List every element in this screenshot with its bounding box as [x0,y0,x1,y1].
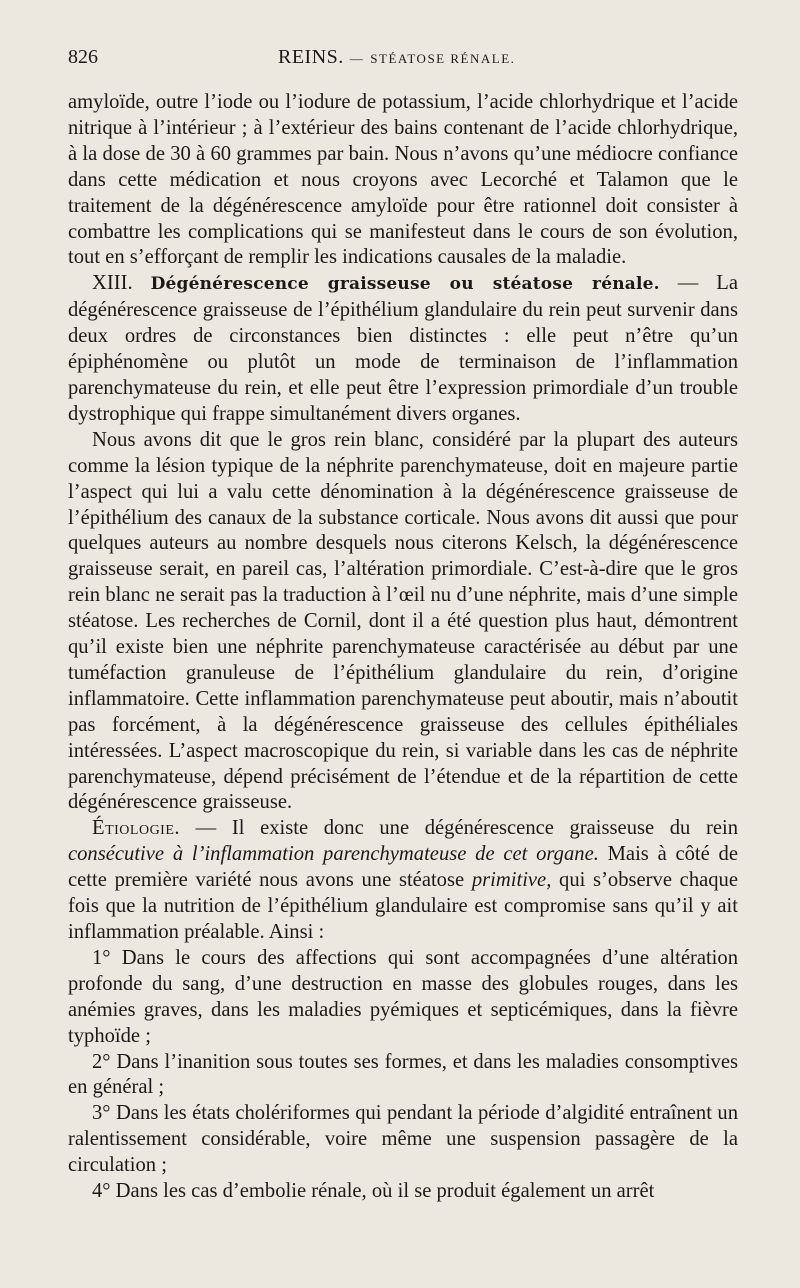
running-dash: — [349,51,365,66]
paragraph-etiologie [68,816,738,946]
paragraph-section-xiii [68,271,738,427]
body-text [68,90,738,1205]
etiologie-text-1: — Il existe donc une dégénérescence graisseuse du rein [180,817,738,840]
section-heading: Dégénérescence graisseuse ou stéatose rénale. [150,274,660,295]
list-item-3: 3° Dans les états cholériformes qui pendant la période d’algidité entraînent un ralentissement considérable, voire même une suspension passagère de la circulation ; [68,1102,738,1177]
etiologie-text-2: Mais à côté de cette première variété nous avons une stéatose [68,843,738,892]
etiologie-italic-2: primitive, [471,869,552,892]
etiologie-text-3: qui s’observe chaque fois que la nutrition de l’épithélium glandulaire est compromise sans qu’il y ait inflammation préalable. Ainsi : [68,869,738,943]
list-item-2: 2° Dans l’inanition sous toutes ses formes, et dans les maladies consomptives en général ; [68,1050,738,1099]
etiologie-label: Étiologie. [92,817,181,840]
section-number: XIII. [92,272,133,295]
list-item-4: 4° Dans les cas d’embolie rénale, où il se produit également un arrêt [92,1180,655,1203]
running-header [68,46,738,80]
section-intro-text: — La dégénérescence graisseuse de l’épithélium glandulaire du rein peut survenir dans deux ordres de circonstances bien distinctes : elle peut n’être qu’un épiphénomène ou plutôt un mode de terminaison de l’inflammation parenchymateuse du rein, et elle peut être l’expression primordiale d’un trouble dystrophique qui frappe simultanément divers organes. [68,272,738,425]
paragraph-gros-rein-blanc: Nous avons dit que le gros rein blanc, considéré par la plupart des auteurs comme la lésion typique de la néphrite parenchymateuse, doit en majeure partie l’aspect qui lui a valu cette dénomination à la dégénérescence graisseuse de l’épithélium des canaux de la substance corticale. Nous avons dit aussi que pour quelques auteurs au nombre desquels nous citerons Kelsch, la dégénérescence graisseuse serait, en pareil cas, l’altération primordiale. C’est-à-dire que le gros rein blanc ne serait pas la traduction à l’œil nu d’une néphrite, mais d’une simple stéatose. Les recherches de Cornil, dont il a été question plus haut, démontrent qu’il existe bien une néphrite parenchymateuse caractérisée au début par une tuméfaction granuleuse de l’épithélium glandulaire du rein, d’origine inflammatoire. Cette inflammation parenchymateuse peut aboutir, mais n’aboutit pas forcément, à la dégénérescence graisseuse des cellules épithéliales intéressées. L’aspect macroscopique du rein, si variable dans les cas de néphrite parenchymateuse, dépend précisément de l’étendue et de la répartition de cette dégénérescence graisseuse. [68,428,738,814]
running-title: REINS. [278,46,344,68]
etiologie-italic-1: consécutive à l’inflammation parenchymateuse de cet organe. [68,843,599,866]
paragraph-amyloid-treatment: amyloïde, outre l’iode ou l’iodure de potassium, l’acide chlorhydrique et l’acide nitrique à l’intérieur ; à l’extérieur des bains contenant de l’acide chlorhydrique, à la dose de 30 à 60 grammes par bain. Nous n’avons qu’une médiocre confiance dans cette médication et nous croyons avec Lecorché et Talamon que le traitement de la dégénérescence amyloïde pour être rationnel doit consister à combattre les complications qui se manifesteut dans le cours de son évolution, tout en s’efforçant de remplir les indications causales de la maladie. [68,91,738,269]
list-item-1: 1° Dans le cours des affections qui sont accompagnées d’une altération profonde du sang, d’une destruction en masse des globules rouges, dans les anémies graves, dans les maladies pyémiques et septicémiques, dans la fièvre typhoïde ; [68,946,738,1047]
running-subtitle: STÉATOSE RÉNALE. [370,51,516,66]
page-number: 826 [68,46,98,68]
